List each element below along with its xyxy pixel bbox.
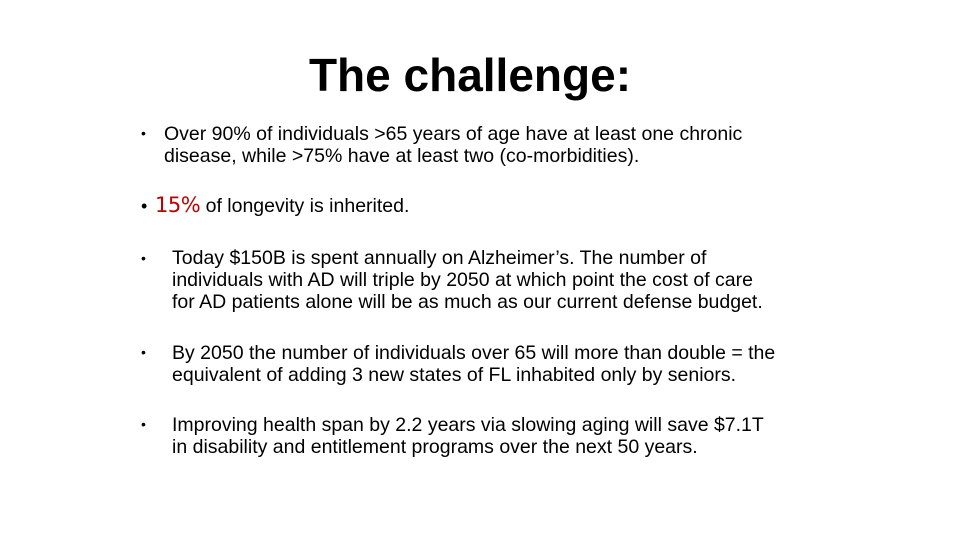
bullet-line: disease, while >75% have at least two (co-morbidities). xyxy=(164,145,640,167)
bullet-line: for AD patients alone will be as much as our current defense budget. xyxy=(172,291,763,313)
bullet-dot: • xyxy=(141,250,146,266)
bullet-line: Today $150B is spent annually on Alzheimer’s. The number of xyxy=(172,247,707,269)
bullet-chronic-disease xyxy=(164,123,742,167)
bullet-alzheimers-cost xyxy=(172,247,763,313)
bullet-line: Over 90% of individuals >65 years of age have at least one chronic xyxy=(164,123,743,145)
highlight-percentage: 15% xyxy=(155,193,201,217)
bullet-health-span-savings xyxy=(172,414,764,458)
bullet-line: equivalent of adding 3 new states of FL inhabited only by seniors. xyxy=(172,364,737,386)
bullet-line: By 2050 the number of individuals over 65 will more than double = the xyxy=(172,342,776,364)
bullet-dot: • xyxy=(141,196,148,216)
bullet-dot: • xyxy=(141,416,146,432)
bullet-dot: • xyxy=(141,344,146,360)
bullet-line: in disability and entitlement programs over the next 50 years. xyxy=(172,436,698,458)
bullet-line: Improving health span by 2.2 years via slowing aging will save $7.1T xyxy=(172,414,764,436)
bullet-line: individuals with AD will triple by 2050 at which point the cost of care xyxy=(172,269,753,291)
slide-title: The challenge: xyxy=(308,49,632,101)
bullet-longevity-inherited xyxy=(155,194,409,217)
bullet-text: of longevity is inherited. xyxy=(200,195,410,217)
bullet-population-2050 xyxy=(172,342,775,386)
bullet-dot: • xyxy=(141,125,146,141)
